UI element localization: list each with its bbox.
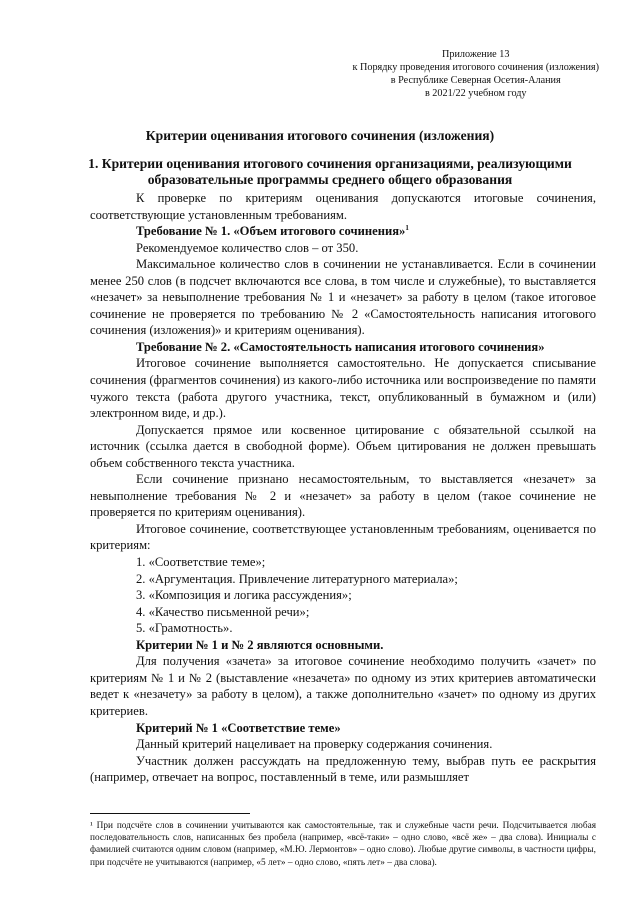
footnote-reference[interactable]: 1 (405, 223, 409, 232)
list-item: 5. «Грамотность». (136, 621, 233, 636)
document-body (90, 190, 596, 786)
main-criteria-paragraph: Для получения «зачета» за итоговое сочинение необходимо получить «зачет» по критериям № 1 и № 2 (выставление «незачета» по одному из этих критериев автоматически ведет к «незачету» за работу в целом), а также дополнительно «зачет» по одному из других критериев. (90, 654, 596, 718)
document-title: Критерии оценивания итогового сочинения (изложения) (145, 128, 495, 143)
requirement-2-paragraph-4: Итоговое сочинение, соответствующее установленным требованиям, оценивается по критериям: (90, 521, 596, 553)
requirement-1-heading (90, 223, 596, 240)
requirement-1-details: Максимальное количество слов в сочинении не устанавливается. Если в сочинении менее 250 слов (в подсчет включаются все слова, в том числе и служебные), то выставляется «незачет» за невыполнение требования № 1 и «незачет» за работу в целом (такое итоговое сочинение не проверяется по требованию № 2 «Самостоятельность написания итогового сочинения (изложения)» и критериям оценивания). (90, 257, 596, 338)
criteria-list (90, 554, 596, 637)
requirement-1-title: Требование № 1. «Объем итогового сочинения» (136, 224, 406, 239)
section-1-intro: К проверке по критериям оценивания допускаются итоговые сочинения, соответствующие установленным требованиям. (90, 191, 596, 222)
section-1-heading: 1. Критерии оценивания итогового сочинения организациями, реализующими образовательные программы среднего общего образования (88, 156, 572, 187)
list-item: 3. «Композиция и логика рассуждения»; (136, 588, 352, 603)
requirement-2-heading: Требование № 2. «Самостоятельность написания итогового сочинения» (136, 339, 545, 354)
footnote: ¹ При подсчёте слов в сочинении учитываются как самостоятельные, так и служебные части речи. Подсчитывается любая последовательность слов, написанных без пробела (например, «всё-таки» – одно слово, «всё же» – два слова). Инициалы с фамилией считаются одним словом (например, «М.Ю. Лермонтов» – одно слово). Любые другие символы, в частности цифры, при подсчёте не учитываются (например, «5 лет» – одно слово, «пять лет» – два слова). (90, 821, 596, 868)
appendix-reference: к Порядку проведения итогового сочинения (изложения) (352, 62, 599, 73)
appendix-region: в Республике Северная Осетия-Алания (390, 75, 561, 86)
requirement-1-recommended: Рекомендуемое количество слов – от 350. (136, 240, 359, 255)
list-item: 4. «Качество письменной речи»; (136, 604, 310, 619)
footnote-divider (90, 813, 250, 814)
main-criteria-heading: Критерии № 1 и № 2 являются основными. (136, 637, 384, 652)
requirement-2-paragraph-3: Если сочинение признано несамостоятельным, то выставляется «незачет» за невыполнение требования № 2 и «незачет» за работу в целом (такое сочинение не проверяется по критериям оценивания). (90, 472, 596, 520)
appendix-year: в 2021/22 учебном году (424, 88, 527, 99)
criterion-1-paragraph-1: Данный критерий нацеливает на проверку содержания сочинения. (136, 737, 493, 752)
list-item: 1. «Соответствие теме»; (136, 555, 266, 570)
requirement-2-paragraph-2: Допускается прямое или косвенное цитирование с обязательной ссылкой на источник (ссылка дается в свободной форме). Объем цитирования не должен превышать объем собственного текста участника. (90, 422, 596, 470)
appendix-header (353, 48, 600, 100)
criterion-1-heading: Критерий № 1 «Соответствие теме» (136, 720, 341, 735)
list-item: 2. «Аргументация. Привлечение литературного материала»; (136, 571, 458, 586)
appendix-number: Приложение 13 (442, 49, 510, 60)
requirement-2-paragraph-1: Итоговое сочинение выполняется самостоятельно. Не допускается списывание сочинения (фрагментов сочинения) из какого-либо источника или воспроизведение по памяти чужого текста (работа другого участника, текст, опубликованный в бумажном и (или) электронном виде, и др.). (90, 356, 596, 421)
criterion-1-paragraph-2: Участник должен рассуждать на предложенную тему, выбрав путь ее раскрытия (например, отвечает на вопрос, поставленный в теме, или размышляет (90, 753, 596, 785)
